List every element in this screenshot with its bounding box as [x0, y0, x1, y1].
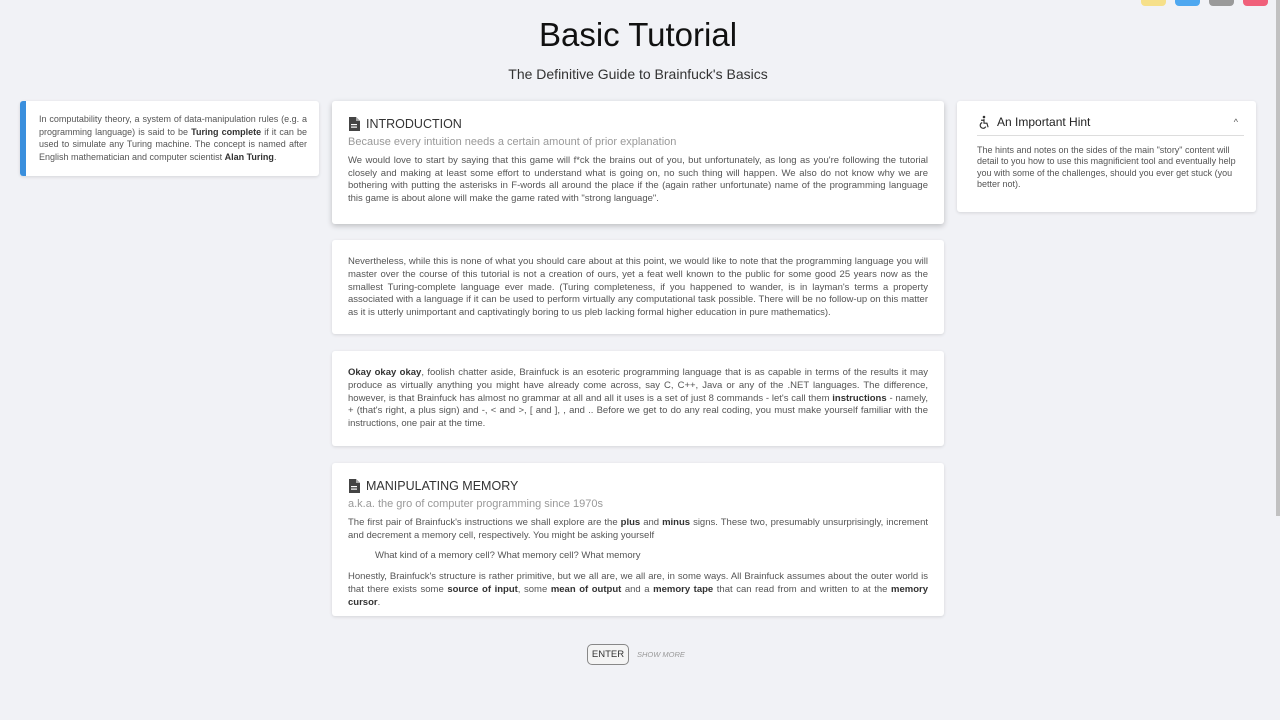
- hint-header[interactable]: [977, 115, 1244, 136]
- bold-plus: plus: [620, 516, 641, 528]
- page-subtitle: The Definitive Guide to Brainfuck's Basics: [508, 66, 768, 82]
- story-card-3: [332, 351, 944, 446]
- story-text: and: [640, 516, 663, 528]
- story-text: and a: [621, 583, 654, 595]
- intro-subtitle: Because every intuition needs a certain amount of prior explanation: [348, 136, 677, 148]
- bold-mean-of-output: mean of output: [550, 583, 622, 595]
- page-title: Basic Tutorial: [538, 16, 738, 53]
- swatch-red[interactable]: [1243, 0, 1268, 6]
- intro-body: We would love to start by saying that this game will f*ck the brains out of you, but unfortunately, as long as you're following the tutorial closely and making at least some effort to understand what is going on, no such thing will happen. We also do not know why we are bothering with putting the asterisks in F-words all around the place if the (again rather unfortunate) name of the programming language this game is about alone will make the game rated with "strong language".: [348, 154, 928, 205]
- memory-header: [348, 479, 928, 493]
- swatch-yellow[interactable]: [1141, 0, 1166, 6]
- document-icon: [348, 117, 360, 131]
- story-text: .: [377, 596, 381, 608]
- story-text: , foolish chatter aside, Brainfuck is an esoteric programming language that is as capable in terms of the results it may produce as virtually anything you might have already come across, say C, C++, Java or any of the .NET languages. The difference, however, is that Brainfuck has almost no grammar at all and all it uses is a set of just 8 commands - let's call them: [348, 367, 929, 404]
- note-text: .: [273, 151, 277, 162]
- bold-source-of-input: source of input: [447, 583, 518, 595]
- story-text: signs. These two, presumably unsurprisingly, increment and decrement a memory cell, respectively. You might be asking yourself: [348, 516, 928, 541]
- bold-instructions: instructions: [832, 392, 887, 404]
- intro-card: [332, 101, 944, 224]
- note-bold-alan-turing: Alan Turing: [224, 151, 274, 162]
- note-bold-turing-complete: Turing complete: [191, 126, 262, 137]
- swatch-blue[interactable]: [1175, 0, 1200, 6]
- memory-body-2: [348, 571, 928, 609]
- bold-memory-cursor: memory cursor: [348, 583, 928, 608]
- memory-card: [332, 463, 944, 616]
- story-body-2: Nevertheless, while this is none of what you should care about at this point, we would like to note that the programming language you will master over the course of this tutorial is not a creation of ours, yet a feat well known to the public for some good 25 years now as the smallest Turing-complete language ever made. (Turing completeness, if you happened to wander, is in layman's terms a property associated with a language if it can be used to perform virtually any computational task possible. There will be no follow-up on this matter as it is utterly unimportant and captivatingly boring to us pleb lacking formal higher education in pure mathematics).: [348, 256, 928, 319]
- document-icon: [348, 479, 360, 493]
- chevron-up-icon[interactable]: ^: [1233, 117, 1238, 127]
- story-text: , some: [517, 583, 551, 595]
- intro-title: INTRODUCTION: [366, 116, 462, 131]
- intro-header: [348, 117, 928, 131]
- page-scrollbar[interactable]: [1276, 0, 1280, 516]
- memory-body-1: [348, 517, 928, 543]
- enter-button[interactable]: ENTER: [587, 644, 629, 665]
- hint-body: The hints and notes on the sides of the main "story" content will detail to you how to use this magnificient tool and eventually help you with some of the challenges, should you ever get stuck (you better not).: [977, 145, 1236, 189]
- show-more-link[interactable]: SHOW MORE: [637, 650, 685, 659]
- story-body-3: [348, 367, 928, 431]
- story-text: The first pair of Brainfuck's instructions we shall explore are the: [348, 516, 621, 528]
- story-text: Honestly, Brainfuck's structure is rather primitive, but we all are, we all are, in some ways. All Brainfuck assumes about the outer world is that there exists some: [348, 571, 928, 595]
- story-text: - namely, + (that's right, a plus sign) and -, < and >, [ and ], , and .. Before we get to do any real coding, you must make yourself familiar with the instructions, one pair at the time.: [348, 392, 928, 430]
- color-swatches: [1141, 0, 1268, 6]
- note-text: if it can be used to simulate any Turing machine. The concept is named after English mathematician and computer scientist: [39, 126, 307, 162]
- note-accent-bar: [20, 101, 26, 176]
- swatch-gray[interactable]: [1209, 0, 1234, 6]
- bold-okay: Okay okay okay: [348, 367, 422, 378]
- memory-quote: What kind of a memory cell? What memory cell? What memory: [375, 550, 641, 562]
- bold-minus: minus: [662, 516, 691, 528]
- memory-subtitle: a.k.a. the gro of computer programming since 1970s: [348, 498, 603, 510]
- memory-title: MANIPULATING MEMORY: [366, 478, 519, 493]
- hint-panel: [957, 101, 1256, 212]
- story-text: that can read from and written to at the: [713, 583, 892, 595]
- sidebar-note-turing: [20, 101, 319, 176]
- accessibility-icon: [977, 115, 991, 129]
- note-text: In computability theory, a system of data-manipulation rules (e.g. a programming language) is said to be: [39, 114, 307, 137]
- bold-memory-tape: memory tape: [653, 583, 714, 595]
- story-card-2: [332, 240, 944, 334]
- hint-title: An Important Hint: [997, 115, 1091, 129]
